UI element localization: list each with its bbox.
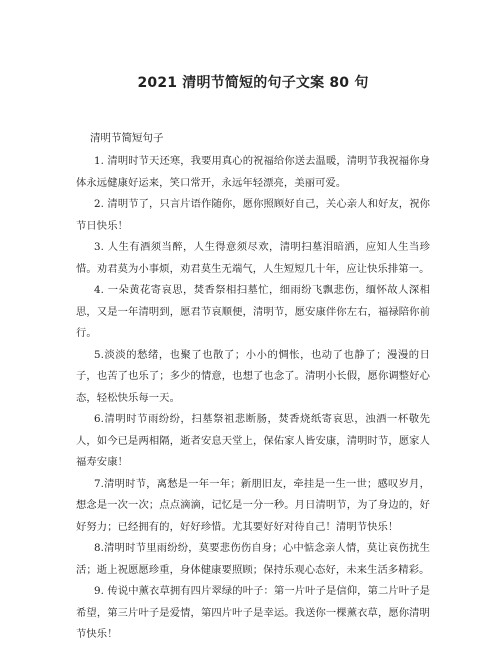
paragraph: 6.清明时节雨纷纷，扫墓祭祖悲断肠，焚香烧纸寄哀思，浊酒一杯敬先人，如今已是两相隔，逝者安息天堂上，保佑家人皆安康，清明时节，愿家人福寿安康！: [76, 413, 430, 468]
paragraph: 8.清明时节里雨纷纷，莫要悲伤伤自身；心中惦念亲人情，莫让哀伤扰生活；逝上祝愿愿珍重，身体健康要照顾；保持乐观心态好，未来生活多精彩。: [76, 542, 430, 576]
paragraph: 2. 清明节了，只言片语作随你，愿你照顾好自己，关心亲人和好友，祝你节日快乐！: [76, 198, 430, 232]
paragraph: 7.清明时节，离愁是一年一年；新朋旧友，牵挂是一生一世；感叹岁月，想念是一次一次；点点滴滴，记忆是一分一秒。月日清明节，为了身边的，好好努力；已经拥有的，好好珍惜。尤其要好好对待自己！清明节快乐！: [76, 477, 430, 533]
paragraph: 4. 一朵黄花寄哀思，焚香祭相扫墓忙，细雨纷飞飘悲伤，缅怀故人深相思，又是一年清明到，愿君节哀顺便，清明节，愿安康伴你左右，福禄陪你前行。: [76, 284, 430, 339]
document-title: 2021 清明节简短的句子文案 80 句: [137, 75, 369, 91]
paragraph: 1. 清明时节天还寒，我要用真心的祝福给你送去温暖，清明节我祝福你身体永远健康好运来，笑口常开，永远年轻漂亮，美丽可爱。: [76, 155, 430, 189]
section-heading: 清明节简短句子: [90, 132, 164, 144]
paragraph: 3. 人生有酒须当醉，人生得意须尽欢，清明扫墓泪暗洒，应知人生当珍惜。劝君莫为小事烦，劝君莫生无端气，人生短短几十年，应让快乐排第一。: [76, 241, 430, 275]
paragraph: 5.淡淡的愁绪，也聚了也散了；小小的惆怅，也动了也静了；漫漫的日子，也苦了也乐了；多少的情意，也想了也念了。清明小长假，愿你调整好心态，轻松快乐每一天。: [76, 348, 430, 404]
paragraph: 9. 传说中薰衣草拥有四片翠绿的叶子：第一片叶子是信仰，第二片叶子是希望，第三片叶子是爱情，第四片叶子是幸运。我送你一棵薰衣草，愿你清明节快乐！: [76, 585, 430, 640]
